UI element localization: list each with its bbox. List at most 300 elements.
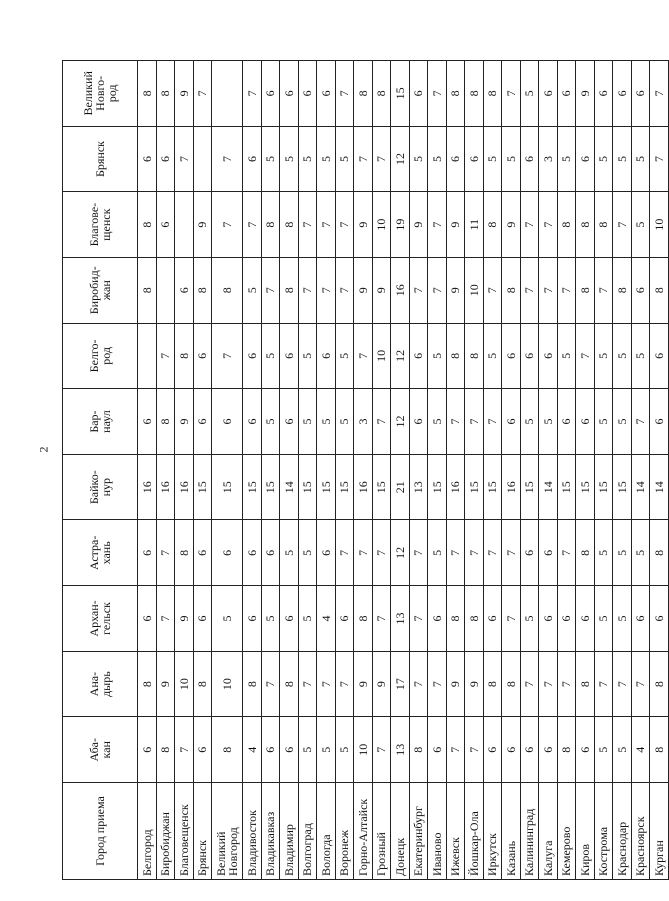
table-cell: 6 <box>138 586 157 652</box>
table-cell: 8 <box>465 323 484 389</box>
row-city: Вологда <box>317 783 336 880</box>
table-cell: 8 <box>156 389 175 455</box>
table-cell: 5 <box>298 389 317 455</box>
table-row <box>212 61 243 880</box>
table-cell: 6 <box>594 61 613 127</box>
table-cell: 6 <box>317 520 336 586</box>
table-cell: 7 <box>446 717 465 783</box>
row-city: Красноярск <box>631 783 650 880</box>
table-cell: 5 <box>280 126 299 192</box>
table-cell: 5 <box>631 520 650 586</box>
table-cell: 16 <box>446 454 465 520</box>
table-cell: 9 <box>156 651 175 717</box>
table-cell: 5 <box>298 323 317 389</box>
table-cell: 7 <box>193 61 212 127</box>
table-row <box>594 61 613 880</box>
table-cell: 4 <box>631 717 650 783</box>
table-cell: 6 <box>317 61 336 127</box>
table-cell: 8 <box>138 192 157 258</box>
table-cell: 8 <box>175 323 194 389</box>
row-city: Владикавказ <box>261 783 280 880</box>
table-cell: 5 <box>502 126 521 192</box>
table-cell: 6 <box>261 717 280 783</box>
table-cell: 15 <box>465 454 484 520</box>
table-cell: 5 <box>317 126 336 192</box>
table-cell: 7 <box>594 257 613 323</box>
table-cell: 15 <box>520 454 539 520</box>
table-cell: 6 <box>483 717 502 783</box>
row-city: Екатеринбург <box>409 783 428 880</box>
table-cell: 15 <box>594 454 613 520</box>
table-cell: 6 <box>193 586 212 652</box>
table-cell: 7 <box>317 257 336 323</box>
table-cell: 8 <box>261 192 280 258</box>
table-cell: 7 <box>298 192 317 258</box>
table-cell: 15 <box>261 454 280 520</box>
table-cell: 7 <box>354 126 373 192</box>
table-cell: 7 <box>520 192 539 258</box>
table-row <box>243 61 262 880</box>
table-cell: 9 <box>446 257 465 323</box>
table-cell: 6 <box>298 61 317 127</box>
table-cell: 6 <box>243 389 262 455</box>
table-cell: 10 <box>372 192 391 258</box>
table-cell: 8 <box>650 717 669 783</box>
table-cell: 5 <box>594 389 613 455</box>
row-city: Кемерово <box>557 783 576 880</box>
table-row <box>175 61 194 880</box>
table-cell: 9 <box>175 389 194 455</box>
table-cell: 13 <box>391 717 410 783</box>
table-row <box>576 61 595 880</box>
table-cell: 6 <box>539 61 558 127</box>
column-header: Архан- гельск <box>63 586 138 652</box>
column-header-city: Город приема <box>63 783 138 880</box>
table-cell: 5 <box>243 257 262 323</box>
table-cell: 6 <box>280 323 299 389</box>
row-city: Брянск <box>193 783 212 880</box>
table-cell: 8 <box>280 257 299 323</box>
table-cell: 6 <box>557 586 576 652</box>
table-row <box>280 61 299 880</box>
column-header: Байко- нур <box>63 454 138 520</box>
table-cell: 6 <box>520 126 539 192</box>
row-city: Волгоград <box>298 783 317 880</box>
table-cell: 7 <box>446 520 465 586</box>
table-cell: 16 <box>138 454 157 520</box>
table-cell: 6 <box>193 323 212 389</box>
row-city: Кострома <box>594 783 613 880</box>
table-cell: 7 <box>212 192 243 258</box>
row-city: Воронеж <box>335 783 354 880</box>
table-cell: 6 <box>446 126 465 192</box>
table-cell: 5 <box>335 389 354 455</box>
table-cell: 9 <box>409 192 428 258</box>
table-cell: 8 <box>175 520 194 586</box>
table-cell: 7 <box>428 651 447 717</box>
table-cell: 7 <box>465 389 484 455</box>
table-cell: 6 <box>539 520 558 586</box>
table-cell: 5 <box>613 389 632 455</box>
table-cell: 7 <box>409 651 428 717</box>
table-row <box>156 61 175 880</box>
table-cell: 10 <box>212 651 243 717</box>
table-cell: 16 <box>354 454 373 520</box>
table-cell: 5 <box>613 126 632 192</box>
table-cell: 5 <box>428 323 447 389</box>
table-cell: 5 <box>557 323 576 389</box>
table-cell: 6 <box>409 323 428 389</box>
table-row <box>335 61 354 880</box>
table-cell: 15 <box>317 454 336 520</box>
table-cell: 7 <box>502 586 521 652</box>
table-cell: 9 <box>354 651 373 717</box>
table-cell: 8 <box>576 257 595 323</box>
table-row <box>298 61 317 880</box>
table-cell: 7 <box>156 586 175 652</box>
table-cell: 5 <box>335 717 354 783</box>
row-city: Грозный <box>372 783 391 880</box>
table-cell <box>156 257 175 323</box>
table-cell: 6 <box>520 717 539 783</box>
table-cell: 6 <box>576 126 595 192</box>
table-cell: 8 <box>138 61 157 127</box>
table-cell: 7 <box>372 389 391 455</box>
table-cell: 6 <box>576 586 595 652</box>
rotated-table-wrapper <box>62 60 666 880</box>
table-cell: 7 <box>446 389 465 455</box>
row-city: Ижевск <box>446 783 465 880</box>
table-cell: 8 <box>280 651 299 717</box>
table-cell: 7 <box>465 520 484 586</box>
table-cell: 8 <box>576 192 595 258</box>
table-cell: 7 <box>212 323 243 389</box>
table-cell: 7 <box>650 61 669 127</box>
table-row <box>613 61 632 880</box>
table-cell: 6 <box>175 257 194 323</box>
row-city: Горно-Алтайск <box>354 783 373 880</box>
table-cell: 7 <box>428 61 447 127</box>
row-city: Владивосток <box>243 783 262 880</box>
table-cell: 9 <box>372 651 391 717</box>
table-cell: 5 <box>483 126 502 192</box>
table-cell: 5 <box>520 389 539 455</box>
table-cell: 15 <box>428 454 447 520</box>
table-cell: 7 <box>243 192 262 258</box>
table-row <box>465 61 484 880</box>
table-cell: 8 <box>465 61 484 127</box>
table-cell: 5 <box>613 717 632 783</box>
table-cell: 7 <box>539 192 558 258</box>
table-cell: 7 <box>428 192 447 258</box>
table-cell: 5 <box>557 126 576 192</box>
table-cell: 8 <box>576 651 595 717</box>
table-cell: 7 <box>372 717 391 783</box>
table-cell: 11 <box>465 192 484 258</box>
table-row <box>317 61 336 880</box>
table-cell: 6 <box>557 389 576 455</box>
column-header: Бар- наул <box>63 389 138 455</box>
table-row <box>193 61 212 880</box>
table-cell: 6 <box>335 586 354 652</box>
table-row <box>409 61 428 880</box>
table-cell: 6 <box>243 323 262 389</box>
table-cell: 6 <box>631 586 650 652</box>
table-cell: 9 <box>175 61 194 127</box>
table-cell: 8 <box>557 717 576 783</box>
table-cell: 6 <box>261 61 280 127</box>
table-row <box>650 61 669 880</box>
table-cell: 6 <box>261 520 280 586</box>
table-cell: 6 <box>613 61 632 127</box>
table-cell: 12 <box>391 126 410 192</box>
table-cell: 5 <box>520 61 539 127</box>
table-cell: 15 <box>243 454 262 520</box>
row-city: Калининград <box>520 783 539 880</box>
table-cell: 6 <box>428 586 447 652</box>
table-cell: 5 <box>594 323 613 389</box>
row-city: Владимир <box>280 783 299 880</box>
table-cell: 7 <box>631 651 650 717</box>
arrival-time-table <box>62 60 669 880</box>
row-city: Калуга <box>539 783 558 880</box>
table-header-row <box>63 61 138 880</box>
table-cell: 8 <box>372 61 391 127</box>
table-cell: 7 <box>409 586 428 652</box>
table-cell: 5 <box>594 586 613 652</box>
table-cell: 5 <box>594 126 613 192</box>
column-header: Белго- род <box>63 323 138 389</box>
table-cell: 7 <box>335 61 354 127</box>
table-cell: 6 <box>156 192 175 258</box>
table-cell: 7 <box>156 323 175 389</box>
row-city: Биробиджан <box>156 783 175 880</box>
table-cell: 8 <box>576 520 595 586</box>
table-cell: 5 <box>483 323 502 389</box>
table-row <box>372 61 391 880</box>
table-cell: 15 <box>298 454 317 520</box>
column-header: Благове- щенск <box>63 192 138 258</box>
table-cell: 5 <box>280 520 299 586</box>
table-cell: 7 <box>175 717 194 783</box>
table-cell: 5 <box>520 586 539 652</box>
table-cell: 6 <box>280 61 299 127</box>
table-cell: 16 <box>156 454 175 520</box>
table-cell: 7 <box>372 126 391 192</box>
table-cell: 7 <box>613 192 632 258</box>
table-cell: 15 <box>613 454 632 520</box>
table-cell: 5 <box>298 126 317 192</box>
table-cell: 13 <box>391 586 410 652</box>
table-cell: 7 <box>483 520 502 586</box>
column-header: Биробид- жан <box>63 257 138 323</box>
table-cell: 6 <box>280 717 299 783</box>
table-cell: 17 <box>391 651 410 717</box>
table-cell: 8 <box>613 257 632 323</box>
table-cell: 5 <box>613 323 632 389</box>
table-cell: 6 <box>650 389 669 455</box>
table-cell: 8 <box>446 61 465 127</box>
table-cell: 6 <box>557 61 576 127</box>
row-city: Донецк <box>391 783 410 880</box>
table-cell: 6 <box>212 389 243 455</box>
row-city: Краснодар <box>613 783 632 880</box>
table-cell: 12 <box>391 323 410 389</box>
table-cell: 7 <box>261 257 280 323</box>
table-cell: 7 <box>298 257 317 323</box>
table-cell: 8 <box>156 61 175 127</box>
table-cell: 7 <box>317 651 336 717</box>
table-cell: 9 <box>354 192 373 258</box>
table-cell: 8 <box>502 257 521 323</box>
table-cell: 6 <box>520 520 539 586</box>
row-city: Белгород <box>138 783 157 880</box>
table-cell: 7 <box>298 651 317 717</box>
table-cell: 8 <box>409 717 428 783</box>
table-cell: 15 <box>483 454 502 520</box>
table-cell: 6 <box>212 520 243 586</box>
table-cell: 6 <box>193 389 212 455</box>
table-cell: 8 <box>193 651 212 717</box>
table-cell: 6 <box>409 389 428 455</box>
table-cell: 5 <box>631 126 650 192</box>
table-cell: 6 <box>243 126 262 192</box>
table-cell: 7 <box>631 389 650 455</box>
table-cell: 9 <box>193 192 212 258</box>
table-cell: 8 <box>354 586 373 652</box>
table-cell: 7 <box>372 586 391 652</box>
table-cell <box>175 192 194 258</box>
table-cell: 5 <box>539 389 558 455</box>
table-cell: 10 <box>175 651 194 717</box>
row-city: Иваново <box>428 783 447 880</box>
table-cell: 8 <box>280 192 299 258</box>
table-cell: 7 <box>156 520 175 586</box>
table-row <box>138 61 157 880</box>
table-cell: 7 <box>594 651 613 717</box>
table-cell: 5 <box>428 126 447 192</box>
column-header: Аба- кан <box>63 717 138 783</box>
table-cell: 5 <box>298 520 317 586</box>
table-cell: 6 <box>650 586 669 652</box>
table-cell: 8 <box>243 651 262 717</box>
table-row <box>391 61 410 880</box>
table-cell: 6 <box>138 389 157 455</box>
table-row <box>428 61 447 880</box>
table-cell: 7 <box>335 257 354 323</box>
table-cell: 6 <box>280 586 299 652</box>
table-cell: 7 <box>613 651 632 717</box>
table-cell: 8 <box>193 257 212 323</box>
table-cell: 5 <box>335 126 354 192</box>
table-cell: 8 <box>354 61 373 127</box>
table-cell: 8 <box>212 257 243 323</box>
table-cell: 7 <box>465 717 484 783</box>
table-cell: 7 <box>212 126 243 192</box>
table-cell: 7 <box>317 192 336 258</box>
table-cell: 7 <box>354 323 373 389</box>
table-cell: 7 <box>502 520 521 586</box>
table-cell: 14 <box>280 454 299 520</box>
table-cell <box>193 126 212 192</box>
table-cell: 7 <box>409 257 428 323</box>
table-cell: 5 <box>409 126 428 192</box>
table-cell: 5 <box>212 586 243 652</box>
table-cell: 8 <box>483 61 502 127</box>
table-cell: 6 <box>576 389 595 455</box>
table-cell: 6 <box>280 389 299 455</box>
table-cell: 6 <box>428 717 447 783</box>
table-cell: 7 <box>576 323 595 389</box>
table-cell: 8 <box>650 651 669 717</box>
table-cell <box>212 61 243 127</box>
table-cell: 15 <box>372 454 391 520</box>
table-cell: 9 <box>372 257 391 323</box>
table-row <box>539 61 558 880</box>
table-cell: 5 <box>428 389 447 455</box>
table-cell: 6 <box>243 520 262 586</box>
row-city: Благовещенск <box>175 783 194 880</box>
table-cell: 8 <box>446 586 465 652</box>
table-row <box>557 61 576 880</box>
column-header: Ана- дырь <box>63 651 138 717</box>
table-cell: 7 <box>539 257 558 323</box>
row-city: Великий Новгород <box>212 783 243 880</box>
table-cell: 9 <box>446 192 465 258</box>
table-cell: 6 <box>243 586 262 652</box>
table-cell: 5 <box>261 323 280 389</box>
table-cell: 6 <box>502 323 521 389</box>
table-cell: 7 <box>557 520 576 586</box>
table-cell: 5 <box>631 192 650 258</box>
table-cell: 6 <box>138 126 157 192</box>
row-city: Курган <box>650 783 669 880</box>
table-cell: 7 <box>539 651 558 717</box>
table-cell: 3 <box>539 126 558 192</box>
table-cell: 7 <box>372 520 391 586</box>
table-cell: 7 <box>175 126 194 192</box>
table-cell: 19 <box>391 192 410 258</box>
table-cell: 5 <box>261 126 280 192</box>
table-row <box>483 61 502 880</box>
table-cell: 4 <box>243 717 262 783</box>
table-cell: 5 <box>631 323 650 389</box>
table-cell: 7 <box>354 520 373 586</box>
table-cell: 13 <box>409 454 428 520</box>
table-row <box>520 61 539 880</box>
table-cell: 5 <box>317 717 336 783</box>
table-cell: 8 <box>465 586 484 652</box>
table-cell: 7 <box>243 61 262 127</box>
table-cell: 9 <box>175 586 194 652</box>
table-cell: 8 <box>557 192 576 258</box>
table-cell: 15 <box>193 454 212 520</box>
table-cell: 8 <box>502 651 521 717</box>
table-cell: 5 <box>335 323 354 389</box>
table-cell: 8 <box>212 717 243 783</box>
table-cell: 15 <box>557 454 576 520</box>
table-body <box>138 61 669 880</box>
table-cell <box>138 323 157 389</box>
table-cell: 8 <box>483 651 502 717</box>
table-cell: 12 <box>391 520 410 586</box>
table-cell: 5 <box>613 586 632 652</box>
column-header: Астра- хань <box>63 520 138 586</box>
page-number: 2 <box>36 446 51 453</box>
table-cell: 6 <box>193 717 212 783</box>
table-cell: 5 <box>613 520 632 586</box>
table-cell: 8 <box>138 651 157 717</box>
